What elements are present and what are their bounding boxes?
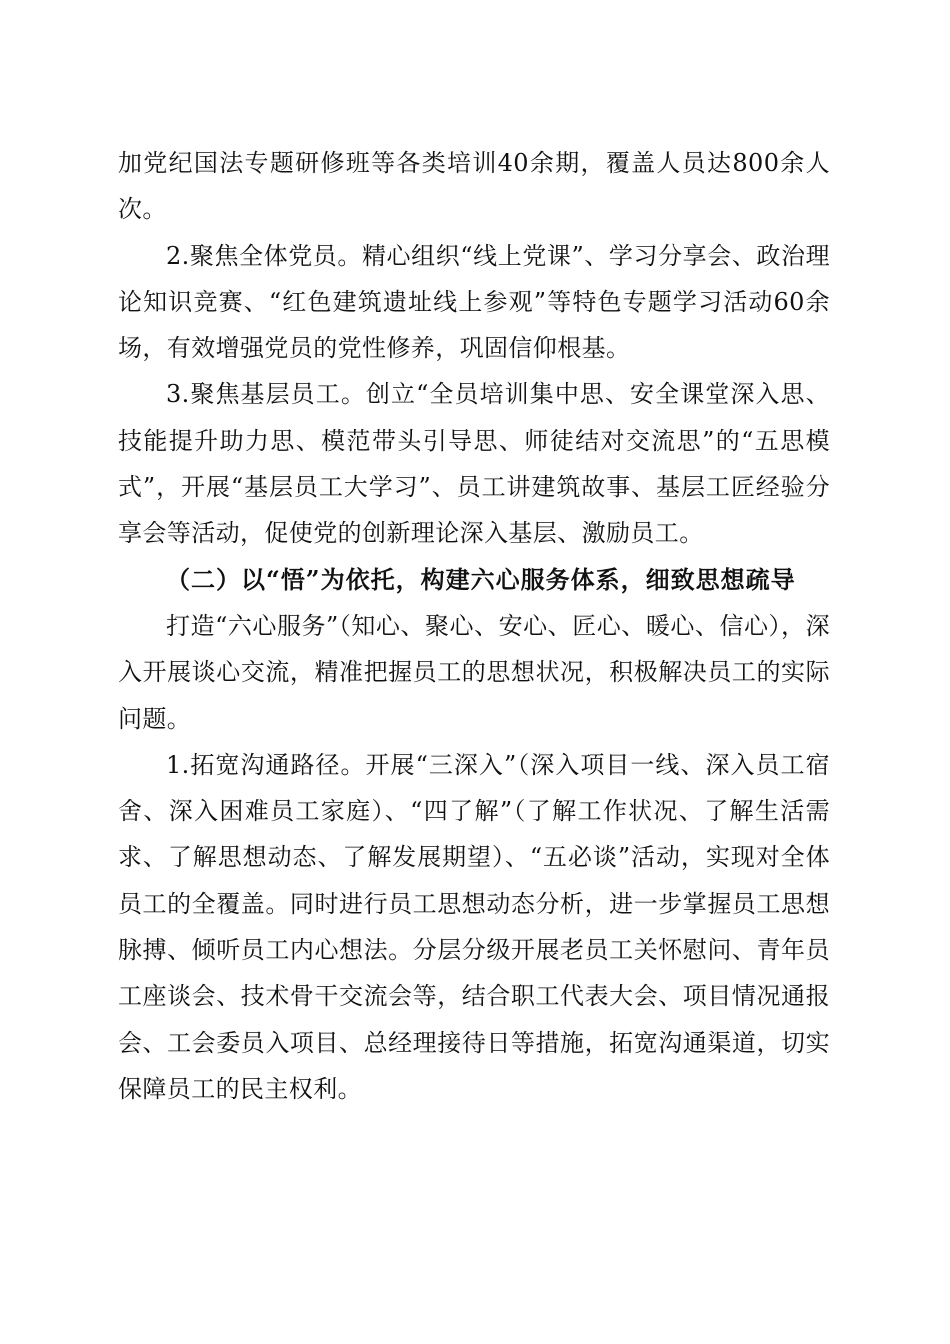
paragraph-focus-grassroots-employees: 3.聚焦基层员工。创立“全员培训集中思、安全课堂深入思、技能提升助力思、模范带头引导思、师徒结对交流思”的“五思模式”，开展“基层员工大学习”、员工讲建筑故事、基层工匠经验分享会等活动，促使党的创新理论深入基层、激励员工。 [118, 380, 830, 548]
paragraph-focus-party-members: 2.聚焦全体党员。精心组织“线上党课”、学习分享会、政治理论知识竞赛、“红色建筑遗址线上参观”等特色专题学习活动60余场，有效增强党员的党性修养，巩固信仰根基。 [118, 241, 830, 363]
paragraph-training-continuation: 加党纪国法专题研修班等各类培训40余期，覆盖人员达800余人次。 [118, 149, 830, 224]
document-body [118, 140, 830, 1112]
paragraph-six-heart-intro: 打造“六心服务”（知心、聚心、安心、匠心、暖心、信心），深入开展谈心交流，精准把握员工的思想状况，积极解决员工的实际问题。 [118, 611, 830, 733]
section-heading-six-heart-service: （二）以“悟”为依托，构建六心服务体系，细致思想疏导 [166, 564, 796, 594]
paragraph-communication-paths: 1.拓宽沟通路径。开展“三深入”（深入项目一线、深入员工宿舍、深入困难员工家庭）、“四了解”（了解工作状况、了解生活需求、了解思想动态、了解发展期望）、“五必谈”活动，实现对全体员工的全覆盖。同时进行员工思想动态分析，进一步掌握员工思想脉搏、倾听员工内心想法。分层分级开展老员工关怀慰问、青年员工座谈会、技术骨干交流会等，结合职工代表大会、项目情况通报会、工会委员入项目、总经理接待日等措施，拓宽沟通渠道，切实保障员工的民主权利。 [118, 750, 830, 1103]
